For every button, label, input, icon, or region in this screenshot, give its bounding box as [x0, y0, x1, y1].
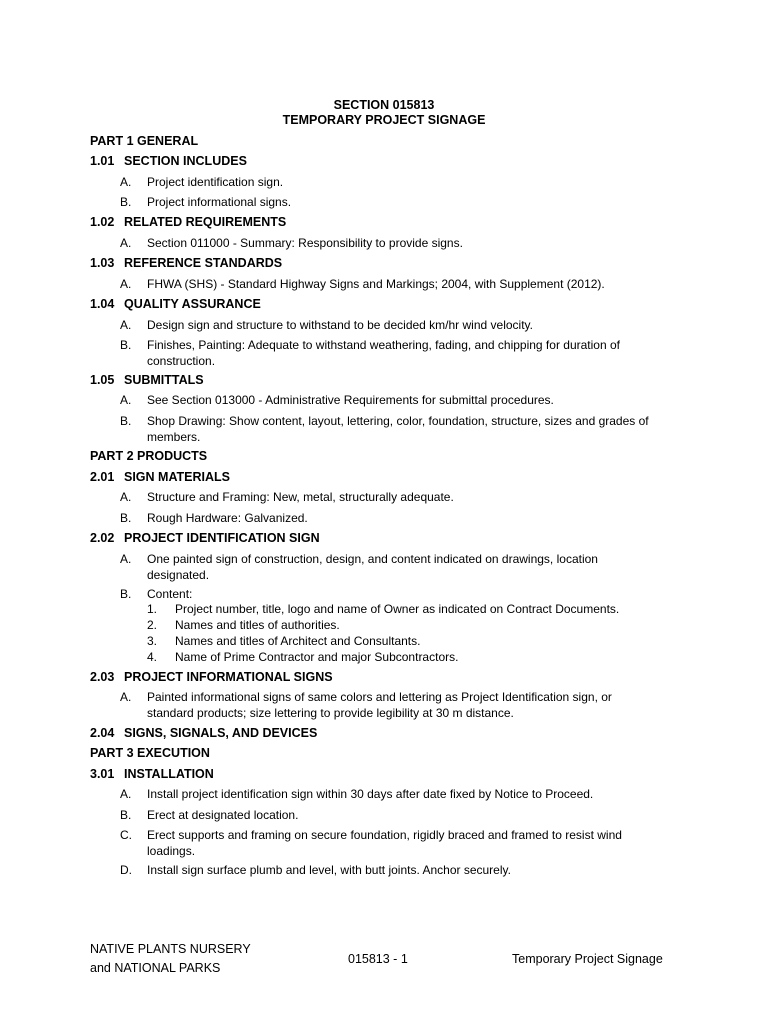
heading-number: 2.02	[90, 531, 115, 545]
item-label: 3.	[147, 634, 158, 648]
item-text: FHWA (SHS) - Standard Highway Signs and Markings; 2004, with Supplement (2012).	[147, 277, 605, 291]
part-3-heading: PART 3 EXECUTION	[90, 746, 210, 760]
heading-title: RELATED REQUIREMENTS	[124, 215, 287, 229]
item-label: D.	[120, 863, 132, 877]
item-label: 2.	[147, 618, 158, 632]
heading-1-05	[90, 373, 204, 388]
heading-1-02	[90, 215, 286, 230]
heading-title: QUALITY ASSURANCE	[124, 297, 261, 311]
item-text: Finishes, Painting: Adequate to withstand weathering, fading, and chipping for duration of construction.	[147, 338, 620, 368]
item-text: Section 011000 - Summary: Responsibility to provide signs.	[147, 236, 463, 250]
heading-1-03	[90, 256, 282, 271]
item-label: A.	[120, 175, 132, 189]
item-label: A.	[120, 690, 132, 704]
heading-2-03	[90, 670, 333, 685]
heading-number: 2.01	[90, 470, 115, 484]
item-text: Erect supports and framing on secure foundation, rigidly braced and framed to resist wind loadings.	[147, 828, 622, 858]
heading-number: 1.04	[90, 297, 115, 311]
part-2-heading: PART 2 PRODUCTS	[90, 449, 208, 463]
heading-number: 1.05	[90, 373, 115, 387]
item-text: Project informational signs.	[147, 195, 292, 209]
item-text: Name of Prime Contractor and major Subcontractors.	[175, 650, 459, 664]
item-label: C.	[120, 828, 132, 842]
item-label: A.	[120, 318, 132, 332]
heading-title: SIGN MATERIALS	[124, 470, 231, 484]
item-text: Project number, title, logo and name of Owner as indicated on Contract Documents.	[175, 602, 620, 616]
item-label: B.	[120, 808, 132, 822]
footer-organization	[90, 940, 251, 978]
item-text: Structure and Framing: New, metal, structurally adequate.	[147, 490, 454, 504]
heading-number: 1.01	[90, 154, 115, 168]
heading-number: 2.03	[90, 670, 115, 684]
heading-title: REFERENCE STANDARDS	[124, 256, 283, 270]
heading-2-04	[90, 726, 317, 741]
item-text: See Section 013000 - Administrative Requirements for submittal procedures.	[147, 393, 554, 407]
item-text: Install sign surface plumb and level, with butt joints. Anchor securely.	[147, 863, 511, 877]
section-title: TEMPORARY PROJECT SIGNAGE	[282, 113, 486, 127]
heading-number: 1.02	[90, 215, 115, 229]
heading-title: PROJECT INFORMATIONAL SIGNS	[124, 670, 333, 684]
item-text: Design sign and structure to withstand to be decided km/hr wind velocity.	[147, 318, 533, 332]
item-label: A.	[120, 393, 132, 407]
item-label: B.	[120, 511, 132, 525]
heading-2-01	[90, 470, 230, 485]
item-label: A.	[120, 490, 132, 504]
item-label: B.	[120, 195, 132, 209]
footer-document-title: Temporary Project Signage	[512, 952, 663, 966]
item-text: Content:	[147, 587, 193, 601]
item-label: 1.	[147, 602, 158, 616]
item-text: Erect at designated location.	[147, 808, 299, 822]
item-text: Rough Hardware: Galvanized.	[147, 511, 308, 525]
item-text: Project identification sign.	[147, 175, 284, 189]
footer-org-line-2: and NATIONAL PARKS	[90, 961, 221, 975]
heading-title: INSTALLATION	[124, 767, 214, 781]
item-label: A.	[120, 787, 132, 801]
item-text: One painted sign of construction, design, and content indicated on drawings, location designated.	[147, 552, 598, 582]
heading-number: 1.03	[90, 256, 115, 270]
item-label: A.	[120, 552, 132, 566]
heading-number: 2.04	[90, 726, 115, 740]
heading-title: SECTION INCLUDES	[124, 154, 247, 168]
heading-number: 3.01	[90, 767, 115, 781]
item-label: A.	[120, 236, 132, 250]
item-label: B.	[120, 587, 132, 601]
heading-3-01	[90, 767, 214, 782]
section-number: SECTION 015813	[333, 98, 435, 112]
item-text: Install project identification sign within 30 days after date fixed by Notice to Proceed.	[147, 787, 594, 801]
item-label: B.	[120, 414, 132, 428]
part-1-heading: PART 1 GENERAL	[90, 134, 199, 148]
heading-title: SUBMITTALS	[124, 373, 204, 387]
heading-2-02	[90, 531, 320, 546]
item-label: A.	[120, 277, 132, 291]
footer-org-line-1: NATIVE PLANTS NURSERY	[90, 942, 251, 956]
item-label: B.	[120, 338, 132, 352]
heading-1-04	[90, 297, 261, 312]
heading-1-01	[90, 154, 247, 169]
item-text: Painted informational signs of same colors and lettering as Project Identification sign, or standard products; size lettering to provide legibility at 30 m distance.	[147, 690, 612, 720]
heading-title: SIGNS, SIGNALS, AND DEVICES	[124, 726, 318, 740]
item-text: Shop Drawing: Show content, layout, lettering, color, foundation, structure, sizes and grades of members.	[147, 414, 649, 444]
item-text: Names and titles of authorities.	[175, 618, 340, 632]
item-label: 4.	[147, 650, 158, 664]
heading-title: PROJECT IDENTIFICATION SIGN	[124, 531, 320, 545]
item-text: Names and titles of Architect and Consultants.	[175, 634, 421, 648]
footer-page-number: 015813 - 1	[348, 952, 408, 966]
